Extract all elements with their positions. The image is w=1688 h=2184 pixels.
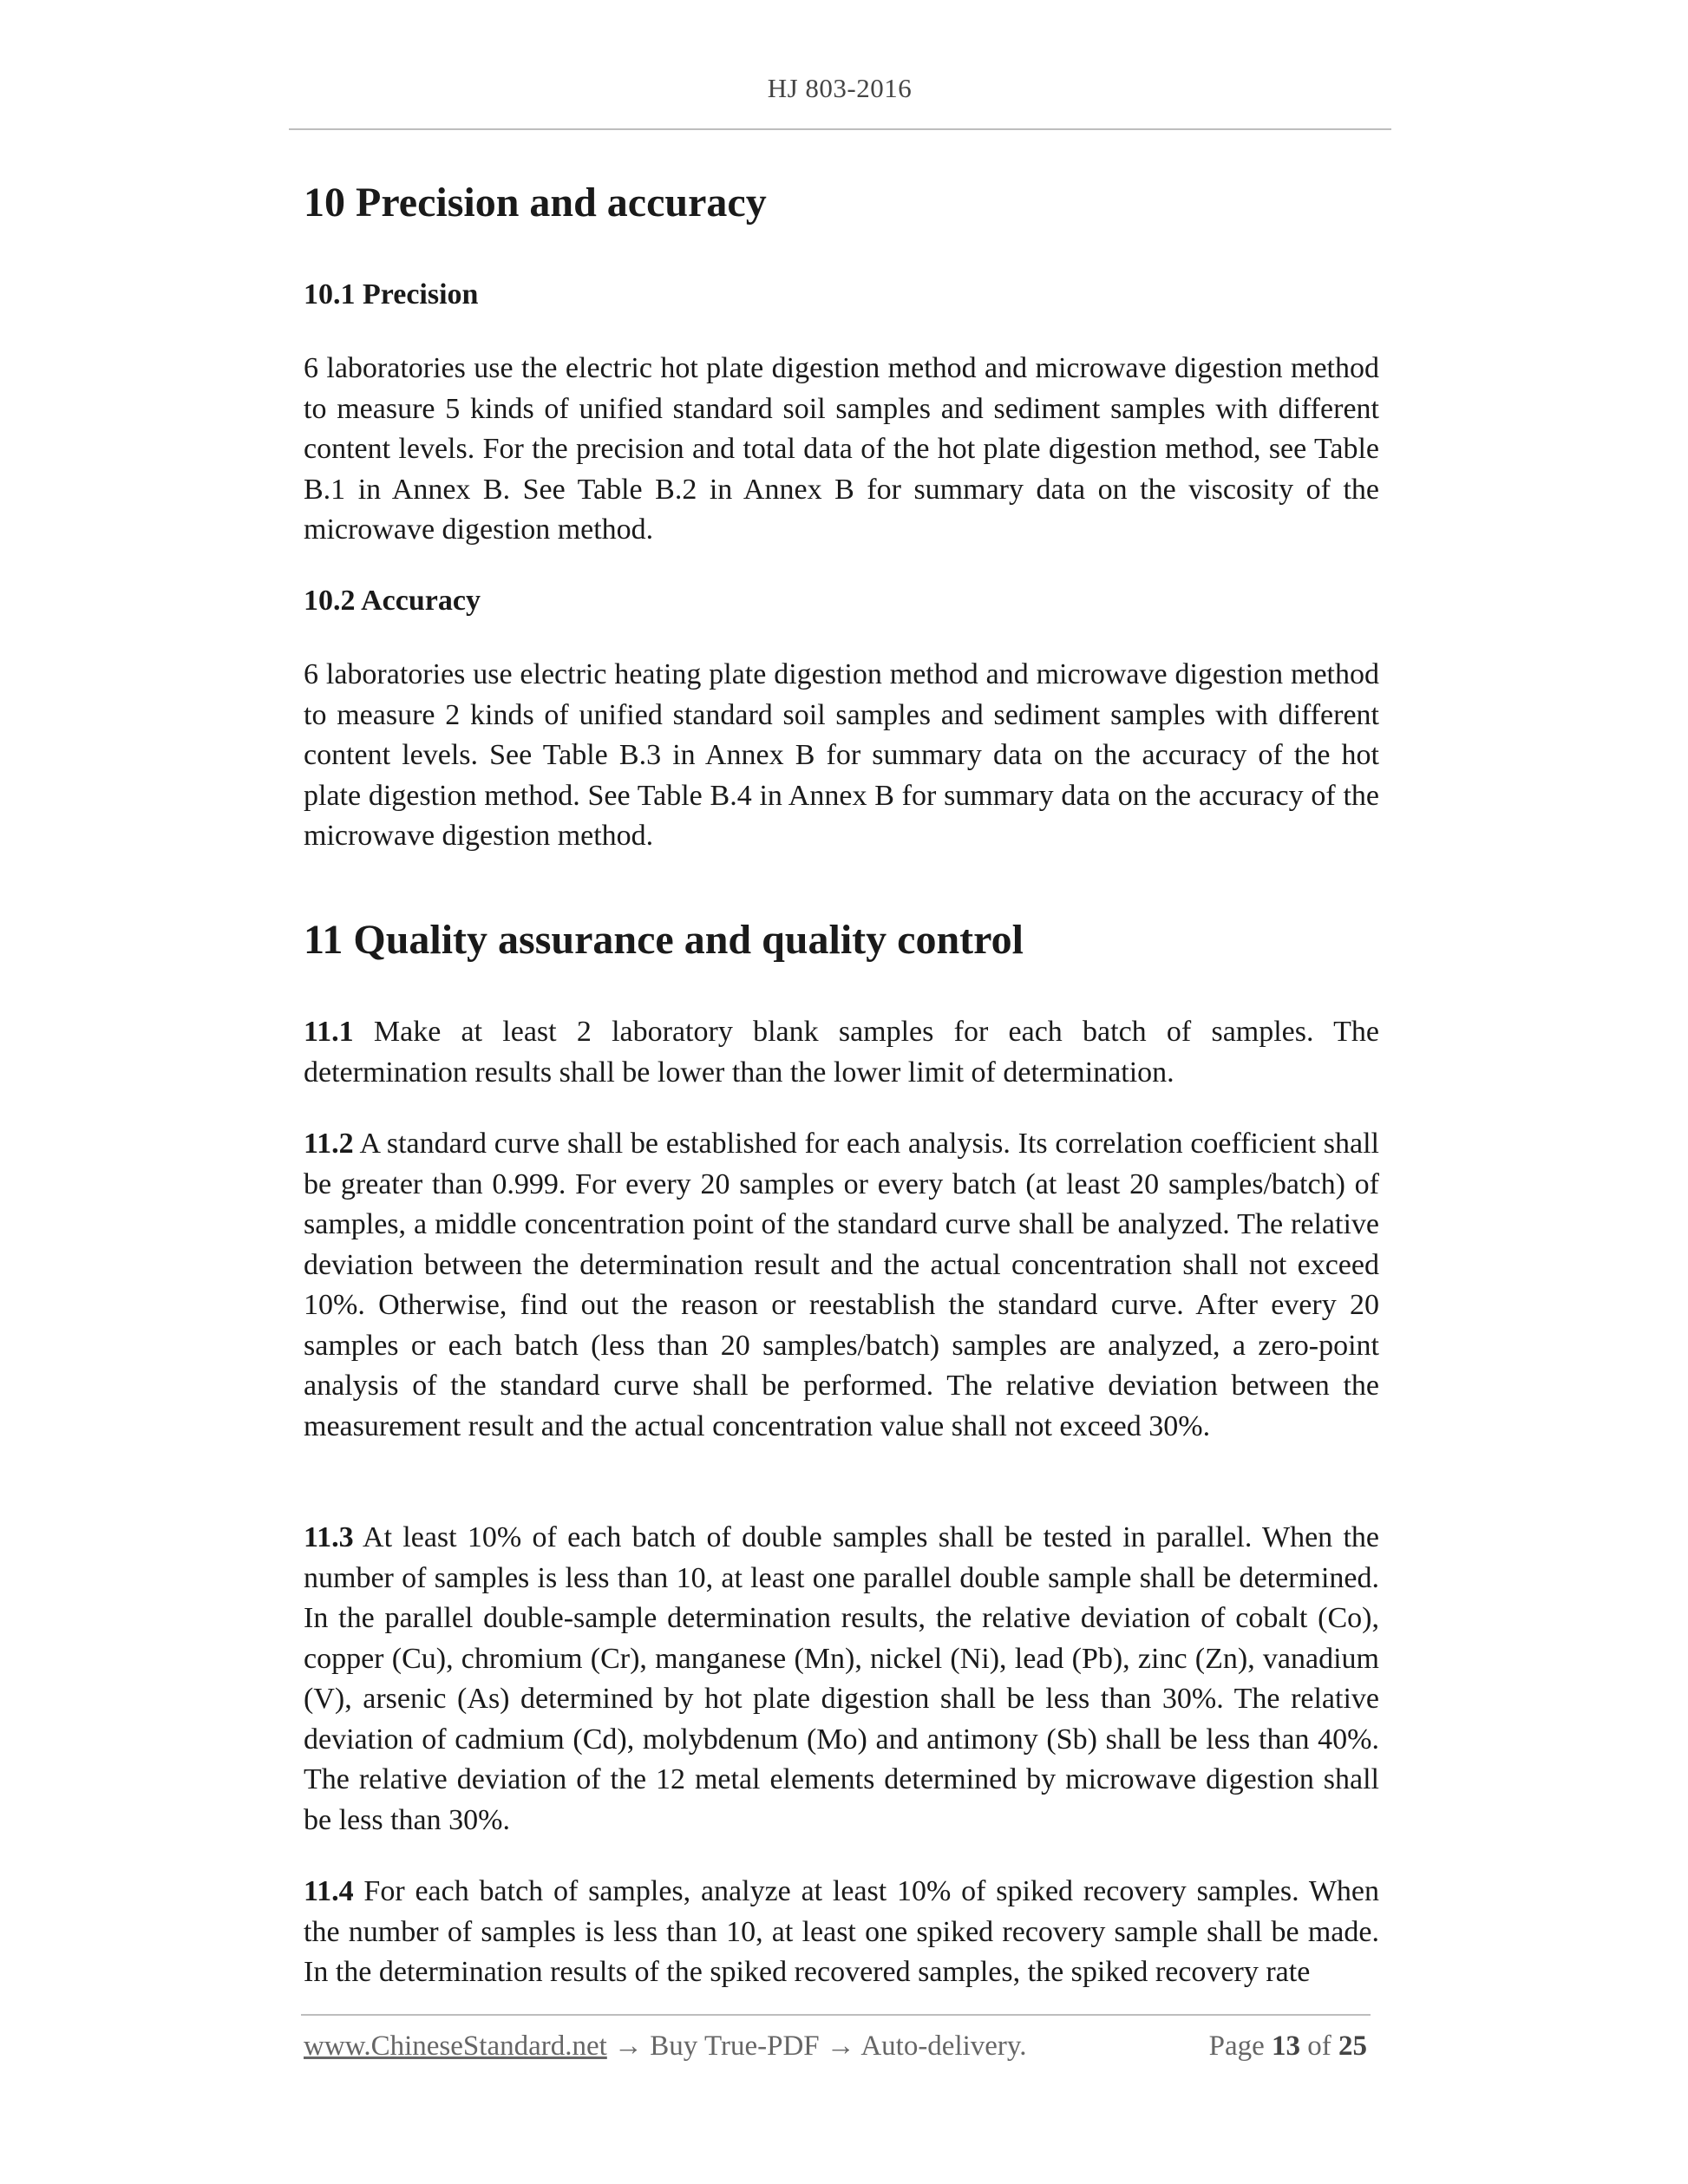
clause-text: A standard curve shall be established for each analysis. Its correlation coefficient shall be greater than 0.999. For every 20 samples or every batch (at least 20 samples/batch) of samples, a middle concentration point of the standard curve shall be analyzed. The relative deviation between the determination result and the actual concentration shall not exceed 10%. Otherwise, find out the reason or reestablish the standard curve. After every 20 samples or each batch (less than 20 samples/batch) samples are analyzed, a zero-point analysis of the standard curve shall be performed. The relative deviation between the measurement result and the actual concentration value shall not exceed 30%. [304,1128,1379,1442]
page-total: 25 [1338,2030,1367,2062]
section-10-2-heading: 10.2 Accuracy [304,585,481,617]
page-number [1209,2030,1367,2063]
clause-11-4 [304,1872,1379,1993]
page-current: 13 [1272,2030,1300,2062]
section-10-2-paragraph: 6 laboratories use electric heating plate digestion method and microwave digestion method to measure 2 kinds of unified standard soil samples and sediment samples with different content levels. See Table B.3 in Annex B for summary data on the accuracy of the hot plate digestion method. See Table B.4 in Annex B for summary data on the accuracy of the microwave digestion method. [304,658,1379,852]
clause-number: 11.3 [304,1521,354,1553]
page-of: of [1307,2030,1331,2062]
footer-promo [304,2030,1027,2063]
auto-delivery-text: Auto-delivery. [860,2030,1027,2062]
arrow-right-icon: → [606,2030,651,2062]
clause-text: Make at least 2 laboratory blank samples for each batch of samples. The determination results shall be lower than the lower limit of determination. [304,1016,1379,1089]
clause-number: 11.2 [304,1128,354,1160]
section-10-1-paragraph: 6 laboratories use the electric hot plate digestion method and microwave digestion method to measure 5 kinds of unified standard soil samples and sediment samples with different content levels. For the precision and total data of the hot plate digestion method, see Table B.1 in Annex B. See Table B.2 in Annex B for summary data on the viscosity of the microwave digestion method. [304,352,1379,546]
clause-11-2 [304,1124,1379,1447]
arrow-right-icon: → [819,2030,861,2062]
buy-pdf-text: Buy True-PDF [650,2030,820,2062]
document-id: HJ 803-2016 [767,73,913,103]
clause-text: At least 10% of each batch of double samples shall be tested in parallel. When the number of samples is less than 10, at least one parallel double sample shall be determined. In the parallel double-sample determination results, the relative deviation of cobalt (Co), copper (Cu), chromium (Cr), manganese (Mn), nickel (Ni), lead (Pb), zinc (Zn), vanadium (V), arsenic (As) determined by hot plate digestion shall be less than 30%. The relative deviation of cadmium (Cd), molybdenum (Mo) and antimony (Sb) shall be less than 40%. The relative deviation of the 12 metal elements determined by microwave digestion shall be less than 30%. [304,1521,1379,1836]
document-header [289,73,1390,104]
section-10-heading: 10 Precision and accuracy [304,180,767,226]
footer-divider [301,2014,1371,2016]
clause-11-3 [304,1518,1379,1841]
clause-number: 11.1 [304,1016,354,1048]
clause-11-1 [304,1012,1379,1093]
website-link[interactable]: www.ChineseStandard.net [304,2030,607,2062]
clause-number: 11.4 [304,1875,354,1907]
header-divider [289,128,1391,130]
section-11-heading: 11 Quality assurance and quality control [304,917,1024,963]
clause-text: For each batch of samples, analyze at least 10% of spiked recovery samples. When the number of samples is less than 10, at least one spiked recovery sample shall be made. In the determination results of the spiked recovered samples, the spiked recovery rate [304,1875,1379,1988]
page-label: Page [1208,2030,1265,2062]
section-10-1-heading: 10.1 Precision [304,278,479,311]
